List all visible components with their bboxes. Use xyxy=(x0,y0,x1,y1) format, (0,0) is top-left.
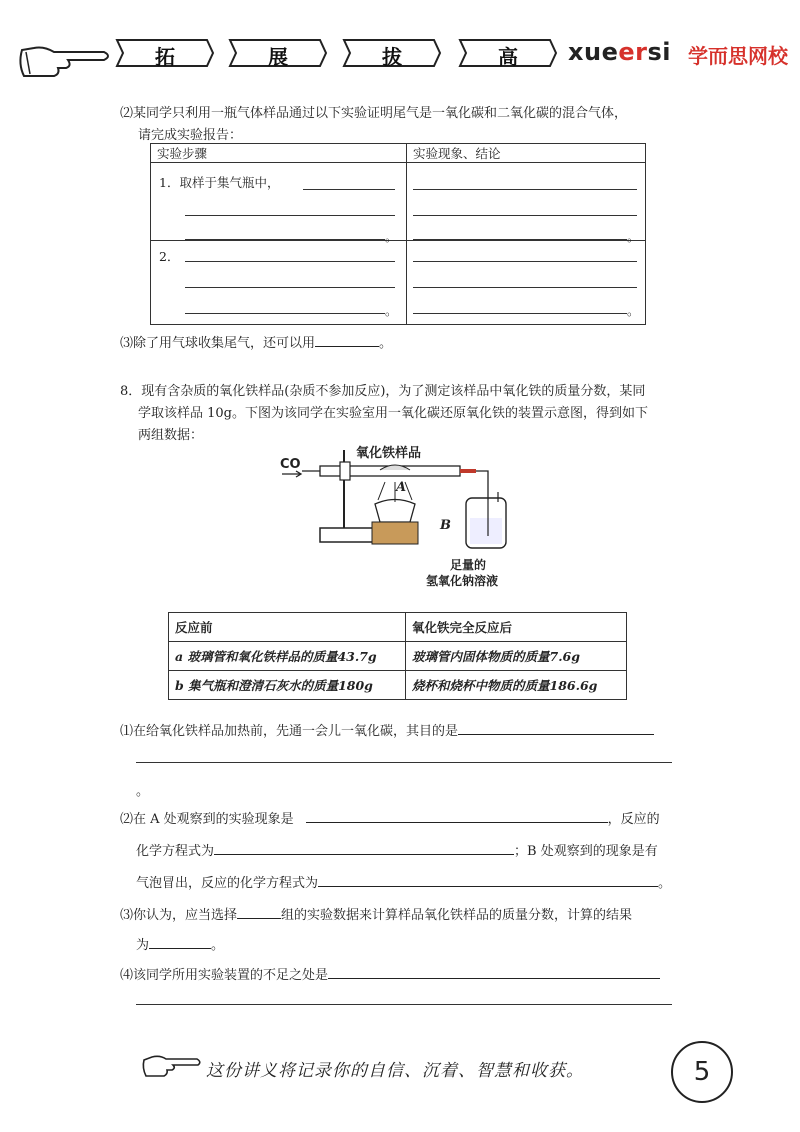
answer-blank[interactable] xyxy=(237,906,281,919)
q8-p3-line1: ⑶你认为，应当选择 组的实验数据来计算样品氧化铁样品的质量分数，计算的结果 xyxy=(120,908,633,923)
q8-intro-line2: 学取该样品 10g。下图为该同学在实验室用一氧化碳还原氧化铁的装置示意图，得到如下 xyxy=(138,406,648,421)
q8-p2-line1: ⑵在 A 处观察到的实验现象是 ，反应的 xyxy=(120,812,660,827)
q8-p2-line2: 化学方程式为 ；B 处观察到的现象是有 xyxy=(136,844,658,859)
row-b-after: 烧杯和烧杯中物质的质量186.6g xyxy=(406,671,627,700)
report-step1-label: 1．取样于集气瓶中， xyxy=(159,175,280,190)
page-header xyxy=(0,0,800,100)
q8-p3-line2: 为 。 xyxy=(136,938,225,953)
pointing-hand-icon xyxy=(140,1052,202,1082)
report-header-steps: 实验步骤 xyxy=(151,144,407,163)
brand-logo-cn: 学而思网校 xyxy=(688,44,788,68)
footer-motto: 这份讲义将记录你的自信、沉着、智慧和收获。 xyxy=(206,1061,584,1081)
answer-blank[interactable] xyxy=(136,762,672,763)
row-b-before: b 集气瓶和澄清石灰水的质量180g xyxy=(169,671,406,700)
report-header-result: 实验现象、结论 xyxy=(407,144,646,163)
header-sign-4: 高 xyxy=(458,38,558,68)
q8-intro-line3: 两组数据： xyxy=(138,428,204,443)
label-b: B xyxy=(440,518,451,533)
answer-blank[interactable] xyxy=(318,874,658,887)
q8-intro-line1: 8．现有含杂质的氧化铁样品(杂质不参加反应)，为了测定该样品中氧化铁的质量分数，某同 xyxy=(120,384,646,399)
answer-blank[interactable] xyxy=(306,810,608,823)
solution-label-line1: 足量的 xyxy=(450,558,487,572)
answer-blank[interactable] xyxy=(315,334,379,347)
answer-blank[interactable] xyxy=(413,287,637,288)
pointing-hand-icon xyxy=(14,36,114,86)
answer-blank[interactable] xyxy=(413,215,637,216)
answer-blank[interactable] xyxy=(149,936,211,949)
answer-blank[interactable] xyxy=(303,189,395,190)
q8-p4: ⑷该同学所用实验装置的不足之处是 xyxy=(120,964,660,983)
answer-blank[interactable] xyxy=(328,966,660,979)
answer-blank[interactable] xyxy=(413,313,627,314)
answer-blank[interactable] xyxy=(413,189,637,190)
brand-logo-en: xueersi xyxy=(568,38,671,66)
header-after: 氧化铁完全反应后 xyxy=(406,613,627,642)
label-a: A xyxy=(396,480,407,495)
page-number: 5 xyxy=(671,1041,733,1103)
answer-blank[interactable] xyxy=(458,722,654,735)
answer-blank[interactable] xyxy=(413,261,637,262)
report-step1-cell: 1．取样于集气瓶中， 。 xyxy=(151,163,407,241)
solution-label-line2: 氢氧化钠溶液 xyxy=(426,574,499,588)
q8-p2-line3: 气泡冒出，反应的化学方程式为 。 xyxy=(136,876,672,891)
apparatus-diagram xyxy=(280,440,520,590)
header-sign-3: 拔 xyxy=(342,38,442,68)
q8-p1-end: 。 xyxy=(136,784,150,799)
experiment-report-table xyxy=(150,143,646,325)
answer-blank[interactable] xyxy=(214,842,514,855)
report-result2-cell: 。 xyxy=(407,241,646,325)
header-sign-2: 展 xyxy=(228,38,328,68)
row-a-before: a 玻璃管和氧化铁样品的质量43.7g xyxy=(169,642,406,671)
answer-blank[interactable] xyxy=(185,287,395,288)
report-step2-label: 2． xyxy=(159,249,180,264)
data-table xyxy=(168,612,627,700)
header-before: 反应前 xyxy=(169,613,406,642)
row-a-after: 玻璃管内固体物质的质量7.6g xyxy=(406,642,627,671)
arrow-right-icon xyxy=(282,470,304,478)
q7-part2-line1: ⑵某同学只利用一瓶气体样品通过以下实验证明尾气是一氧化碳和二氧化碳的混合气体， xyxy=(120,106,628,121)
q7-part2-line2: 请完成实验报告： xyxy=(138,128,243,143)
q7-part3: ⑶除了用气球收集尾气，还可以用 。 xyxy=(120,336,393,351)
q8-p1: ⑴在给氧化铁样品加热前，先通一会儿一氧化碳，其目的是 xyxy=(120,720,654,739)
header-sign-1: 拓 xyxy=(115,38,215,68)
report-result1-cell: 。 xyxy=(407,163,646,241)
answer-blank[interactable] xyxy=(136,1004,672,1005)
answer-blank[interactable] xyxy=(185,313,385,314)
report-step2-cell: 2． 。 xyxy=(151,241,407,325)
sample-label: 氧化铁样品 xyxy=(356,446,422,461)
co-label: CO xyxy=(280,457,301,472)
answer-blank[interactable] xyxy=(185,215,395,216)
answer-blank[interactable] xyxy=(185,261,395,262)
